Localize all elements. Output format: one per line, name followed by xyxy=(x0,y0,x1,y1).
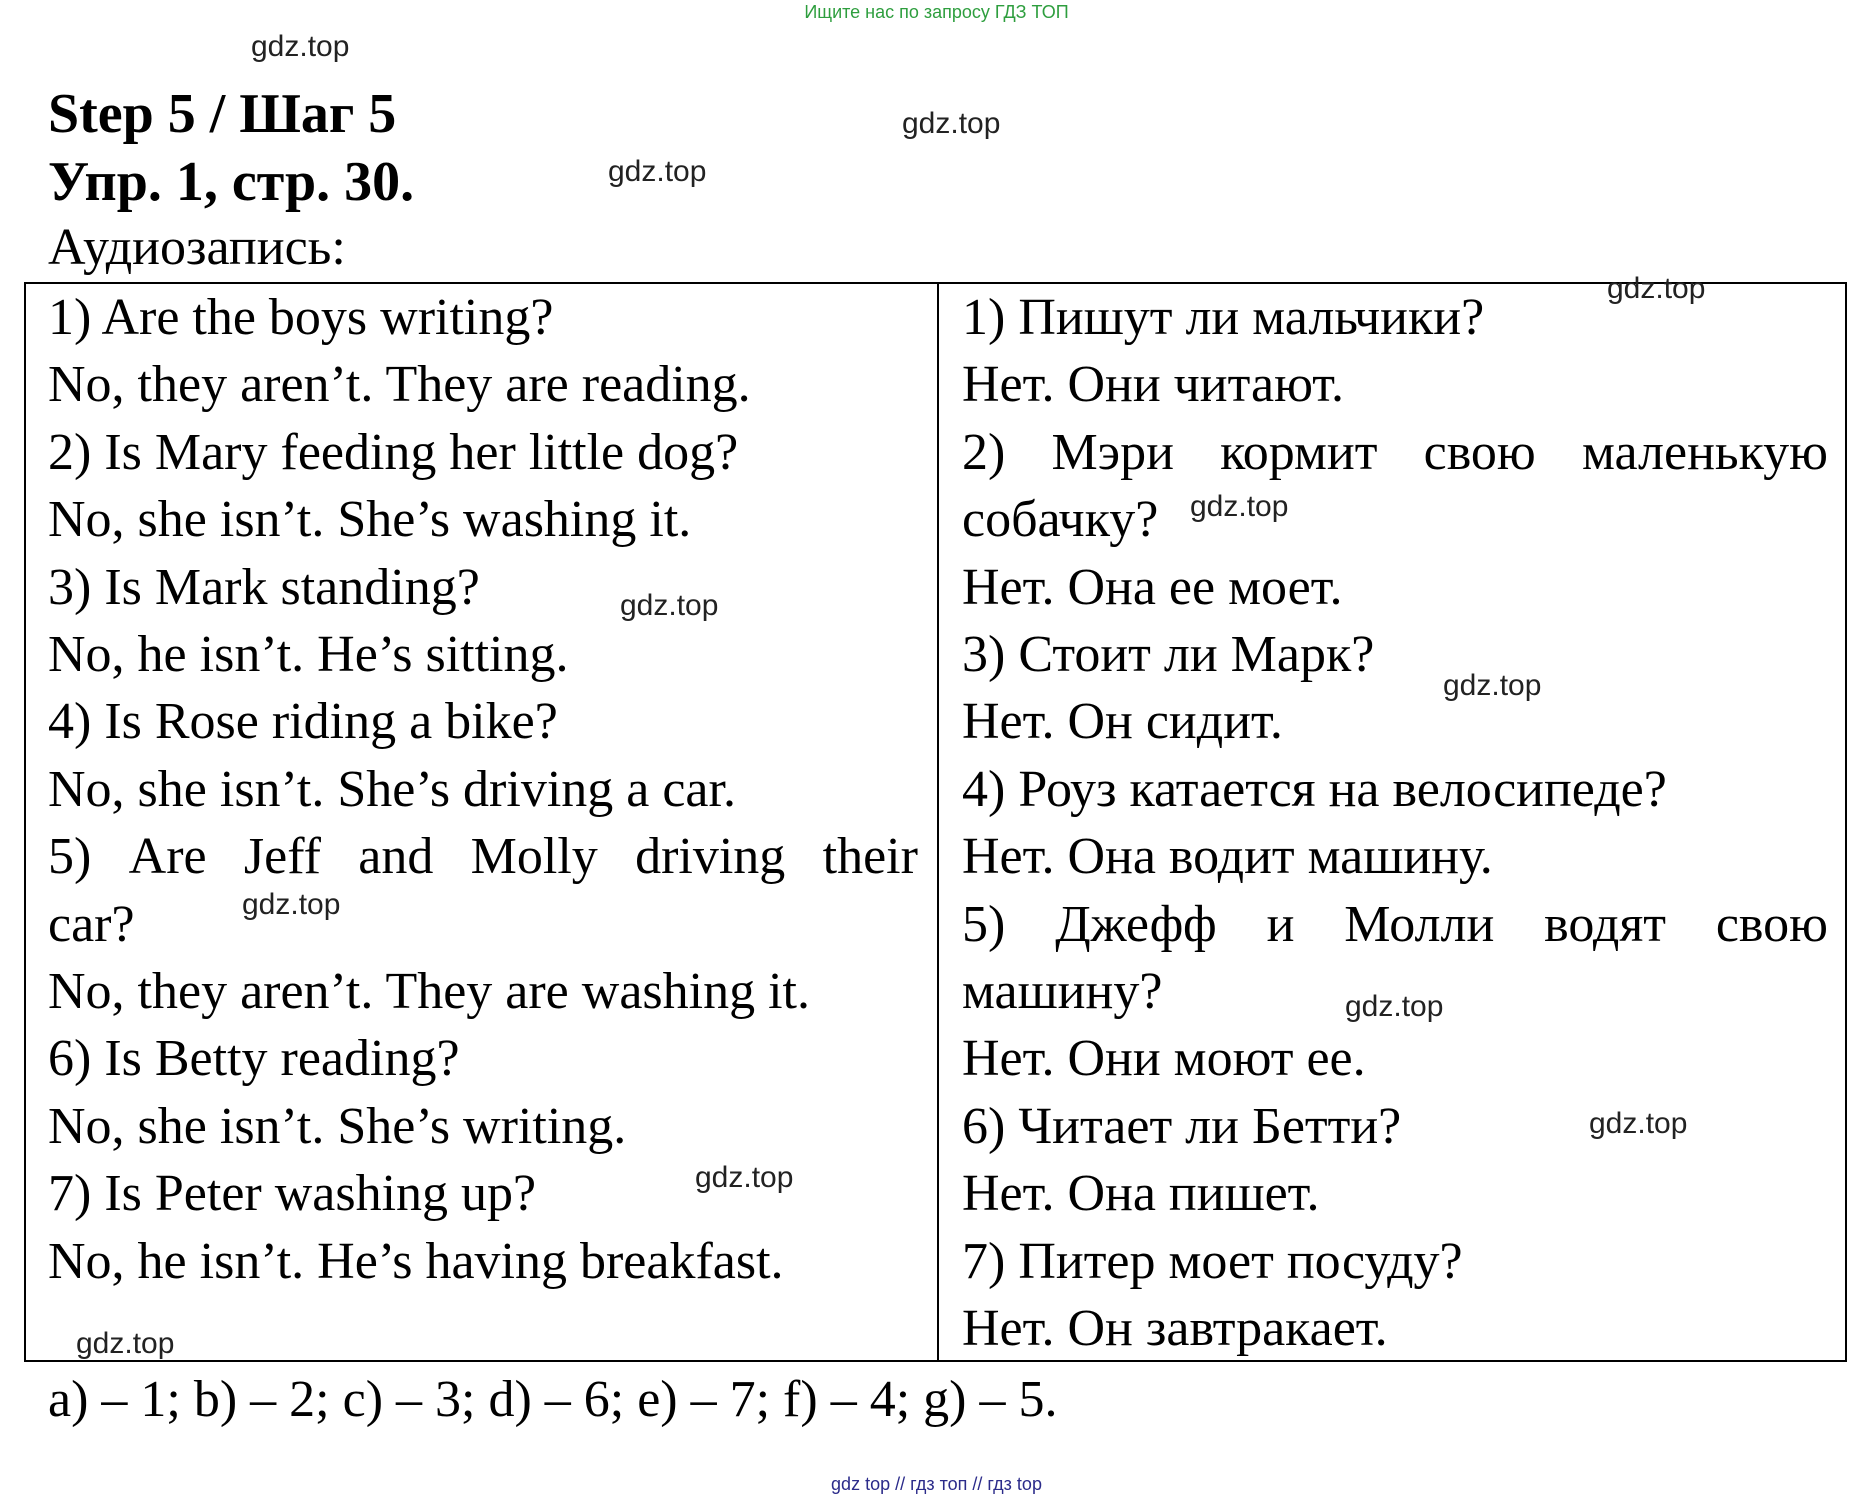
english-line: 3) Is Mark standing? xyxy=(48,558,480,616)
english-line: 6) Is Betty reading? xyxy=(48,1030,460,1088)
exercise-heading: Упр. 1, стр. 30. xyxy=(48,151,415,213)
word: свою xyxy=(1715,895,1828,953)
word: кормит xyxy=(1220,423,1378,481)
answer-key: a) – 1; b) – 2; c) – 3; d) – 6; e) – 7; f) – 4; g) – 5. xyxy=(48,1371,1058,1428)
word: маленькую xyxy=(1581,423,1828,481)
russian-line: Нет. Он сидит. xyxy=(962,693,1283,751)
word: Джефф xyxy=(1055,895,1217,953)
english-line: car? xyxy=(48,895,135,953)
russian-line: Нет. Она ее моет. xyxy=(962,558,1343,616)
footer-watermark: gdz top // гдз топ // гдз top xyxy=(831,1474,1042,1494)
russian-line: 4) Роуз катается на велосипеде? xyxy=(962,760,1667,818)
watermark: gdz.top xyxy=(76,1327,175,1360)
russian-line: машину? xyxy=(962,963,1163,1021)
watermark: gdz.top xyxy=(902,107,1001,140)
russian-line: 1) Пишут ли мальчики? xyxy=(962,289,1485,346)
russian-line: Нет. Она водит машину. xyxy=(962,828,1493,886)
english-line: 7) Is Peter washing up? xyxy=(48,1165,537,1223)
english-column xyxy=(48,284,918,1295)
watermark: gdz.top xyxy=(1607,272,1706,305)
word: their xyxy=(822,828,918,886)
english-line: No, she isn’t. She’s writing. xyxy=(48,1097,627,1155)
word: и xyxy=(1266,895,1295,953)
word: 5) xyxy=(962,895,1006,953)
word: Мэри xyxy=(1051,423,1174,481)
watermark: gdz.top xyxy=(1589,1107,1688,1140)
audio-label: Аудиозапись: xyxy=(48,219,346,276)
russian-line: собачку? xyxy=(962,491,1159,549)
watermark: gdz.top xyxy=(1190,490,1289,523)
english-line: No, he isn’t. He’s having breakfast. xyxy=(48,1232,784,1290)
word: driving xyxy=(635,828,786,886)
step-heading: Step 5 / Шаг 5 xyxy=(48,83,397,145)
english-line: No, they aren’t. They are reading. xyxy=(48,356,751,414)
russian-line: Нет. Они моют ее. xyxy=(962,1030,1366,1088)
russian-line: 7) Питер моет посуду? xyxy=(962,1232,1463,1290)
english-line: 1) Are the boys writing? xyxy=(48,289,554,346)
russian-column xyxy=(962,284,1828,1363)
russian-line: Нет. Она пишет. xyxy=(962,1165,1320,1223)
watermark: gdz.top xyxy=(242,888,341,921)
word: Молли xyxy=(1344,895,1495,953)
watermark: gdz.top xyxy=(620,589,719,622)
top-banner: Ищите нас по запросу ГДЗ ТОП xyxy=(804,2,1069,22)
word: Jeff xyxy=(243,828,321,886)
table-divider xyxy=(937,282,939,1362)
watermark: gdz.top xyxy=(1345,990,1444,1023)
watermark: gdz.top xyxy=(251,30,350,63)
word: Molly xyxy=(470,828,598,886)
english-line: No, he isn’t. He’s sitting. xyxy=(48,626,569,684)
watermark: gdz.top xyxy=(1443,669,1542,702)
english-line-justified xyxy=(48,823,918,890)
russian-line: Нет. Они читают. xyxy=(962,356,1345,414)
russian-line: 6) Читает ли Бетти? xyxy=(962,1097,1402,1155)
word: свою xyxy=(1423,423,1536,481)
watermark: gdz.top xyxy=(608,155,707,188)
english-line: 4) Is Rose riding a bike? xyxy=(48,693,558,751)
word: 2) xyxy=(962,423,1006,481)
word: 5) xyxy=(48,828,92,886)
russian-line: 3) Стоит ли Марк? xyxy=(962,626,1375,684)
watermark: gdz.top xyxy=(695,1161,794,1194)
word: водят xyxy=(1544,895,1666,953)
russian-line-justified xyxy=(962,419,1828,486)
word: and xyxy=(358,828,434,886)
english-line: 2) Is Mary feeding her little dog? xyxy=(48,423,739,481)
english-line: No, she isn’t. She’s driving a car. xyxy=(48,760,736,818)
english-line: No, she isn’t. She’s washing it. xyxy=(48,491,692,549)
english-line: No, they aren’t. They are washing it. xyxy=(48,963,810,1021)
russian-line-justified xyxy=(962,891,1828,958)
russian-line: Нет. Он завтракает. xyxy=(962,1300,1388,1358)
word: Are xyxy=(128,828,207,886)
